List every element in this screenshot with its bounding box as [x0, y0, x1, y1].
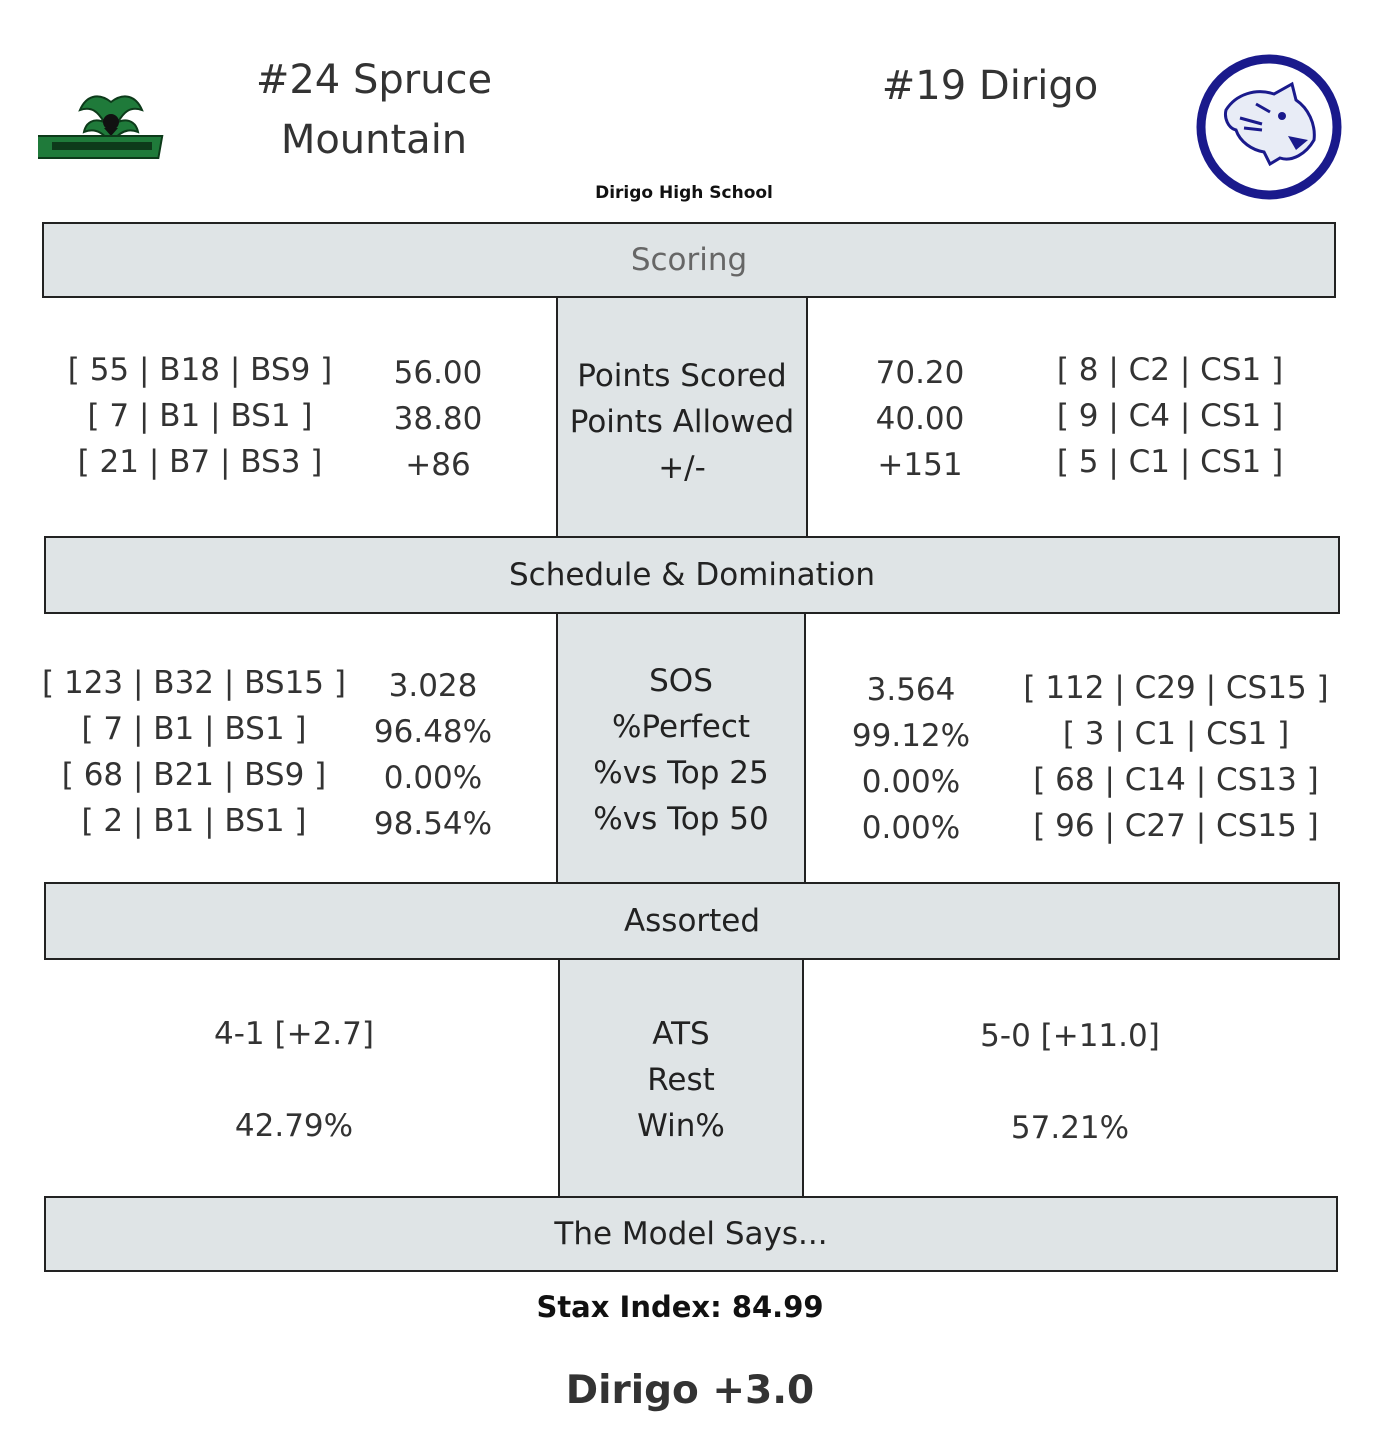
schedule-away-ranks: [44, 660, 344, 844]
scoring-section-header: Scoring: [42, 222, 1336, 298]
away-plus-minus: +86: [405, 447, 471, 483]
sos-label: SOS: [649, 663, 713, 699]
home-ats: 5-0 [+11.0]: [980, 1018, 1160, 1054]
top50-label: %vs Top 50: [593, 801, 769, 837]
schedule-section-header: Schedule & Domination: [44, 536, 1340, 614]
home-points-allowed-rank: [ 9 | C4 | CS1 ]: [1056, 398, 1284, 434]
assorted-labels: [560, 1011, 802, 1149]
model-section-header: The Model Says...: [44, 1196, 1338, 1272]
cougar-logo-icon: [1196, 54, 1342, 200]
schedule-labels: [558, 658, 804, 842]
away-rest: [289, 1057, 299, 1103]
home-plus-minus-rank: [ 5 | C1 | CS1 ]: [1056, 444, 1284, 480]
points-allowed-label: Points Allowed: [569, 404, 795, 440]
rest-label: Rest: [647, 1062, 715, 1098]
away-points-allowed-rank: [ 7 | B1 | BS1 ]: [87, 398, 313, 434]
away-points-scored: 56.00: [393, 355, 483, 391]
away-top25: 0.00%: [383, 760, 483, 796]
away-points-scored-rank: [ 55 | B18 | BS9 ]: [67, 352, 333, 388]
away-top50-rank: [ 2 | B1 | BS1 ]: [81, 803, 307, 839]
home-top25: 0.00%: [861, 764, 961, 800]
away-sos: 3.028: [388, 668, 478, 704]
model-pick: Dirigo +3.0: [565, 1368, 815, 1413]
schedule-home-ranks: [1023, 665, 1329, 849]
perfect-label: %Perfect: [611, 709, 751, 745]
home-top50-rank: [ 96 | C27 | CS15 ]: [1033, 808, 1319, 844]
home-sos-rank: [ 112 | C29 | CS15 ]: [1023, 670, 1329, 706]
top25-label: %vs Top 25: [593, 755, 769, 791]
win-pct-label: Win%: [637, 1108, 725, 1144]
away-plus-minus-rank: [ 21 | B7 | BS3 ]: [77, 444, 323, 480]
home-team-name: #19 Dirigo: [881, 63, 1099, 109]
schedule-away-values: [358, 663, 508, 847]
home-plus-minus: +151: [877, 447, 963, 483]
away-top25-rank: [ 68 | B21 | BS9 ]: [61, 757, 327, 793]
away-ats: 4-1 [+2.7]: [214, 1016, 374, 1052]
ats-label: ATS: [652, 1016, 710, 1052]
assorted-section-header: Assorted: [44, 882, 1340, 960]
scoring-away-ranks: [50, 347, 350, 485]
assorted-home: [920, 1013, 1220, 1151]
home-sos: 3.564: [866, 672, 956, 708]
assorted-away: [144, 1011, 444, 1149]
home-top25-rank: [ 68 | C14 | CS13 ]: [1033, 762, 1319, 798]
plus-minus-label: +/-: [658, 450, 706, 486]
home-perfect: 99.12%: [851, 718, 971, 754]
away-perfect: 96.48%: [373, 714, 493, 750]
home-perfect-rank: [ 3 | C1 | CS1 ]: [1062, 716, 1290, 752]
phoenix-logo-icon: [38, 92, 184, 164]
home-points-scored: 70.20: [875, 355, 965, 391]
points-scored-label: Points Scored: [577, 358, 787, 394]
away-top50: 98.54%: [373, 806, 493, 842]
home-top50: 0.00%: [861, 810, 961, 846]
away-sos-rank: [ 123 | B32 | BS15 ]: [42, 665, 346, 701]
home-rest: [1065, 1059, 1075, 1105]
schedule-home-values: [836, 667, 986, 851]
stax-index: Stax Index: 84.99: [536, 1290, 824, 1324]
away-perfect-rank: [ 7 | B1 | BS1 ]: [81, 711, 307, 747]
scoring-away-values: [378, 350, 498, 488]
away-points-allowed: 38.80: [393, 401, 483, 437]
scoring-labels: [558, 353, 806, 491]
venue-label: Dirigo High School: [595, 183, 773, 203]
scoring-home-ranks: [1030, 347, 1310, 485]
home-win-pct: 57.21%: [1010, 1110, 1130, 1146]
home-points-scored-rank: [ 8 | C2 | CS1 ]: [1056, 352, 1284, 388]
away-team-name: #24 Spruce Mountain: [255, 57, 493, 163]
away-win-pct: 42.79%: [234, 1108, 354, 1144]
scoring-home-values: [860, 350, 980, 488]
home-points-allowed: 40.00: [875, 401, 965, 437]
